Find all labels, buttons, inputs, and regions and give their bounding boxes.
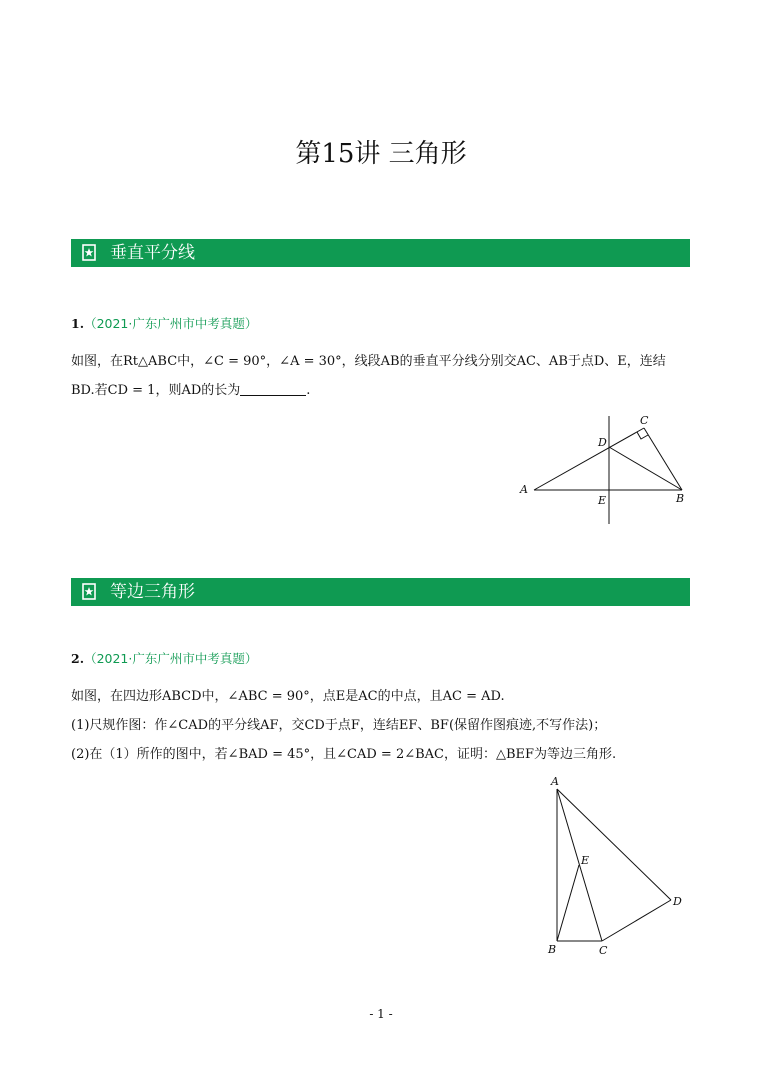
question-2-header (71, 650, 257, 668)
label-c: C (599, 944, 608, 957)
label-c: C (640, 414, 649, 427)
question-1-line-1: 如图，在Rt△ABC中，∠C = 90°，∠A = 30°，线段AB的垂直平分线分别交AC、AB于点D、E，连结 (71, 354, 666, 369)
bookmark-star-icon (82, 583, 96, 600)
section-banner-equilateral-triangle (71, 578, 690, 606)
section-banner-perpendicular-bisector (71, 239, 690, 267)
question-number: 2. (71, 651, 85, 666)
question-text: BD.若CD = 1，则AD的长为 (71, 383, 241, 398)
label-b: B (676, 492, 685, 505)
label-a: A (520, 483, 528, 496)
question-text-end: . (306, 383, 311, 398)
bookmark-star-icon (82, 244, 96, 261)
question-2-line-1: 如图，在四边形ABCD中，∠ABC = 90°，点E是AC的中点，且AC = AD. (71, 689, 505, 704)
page-title: 第15讲 三角形 (295, 139, 467, 169)
segment-db (609, 447, 682, 490)
page-number: - 1 - (369, 1007, 393, 1021)
question-1-line-2 (71, 382, 711, 400)
section-title: 垂直平分线 (110, 243, 195, 263)
segment-cd (602, 900, 671, 941)
answer-blank (240, 382, 306, 396)
segment-cb (644, 428, 682, 490)
question-2-line-3: (2)在（1）所作的图中，若∠BAD = 45°，且∠CAD = 2∠BAC，证明：△BEF为等边三角形. (71, 747, 617, 762)
segment-ac (534, 428, 644, 490)
right-angle-mark (637, 432, 648, 439)
label-e: E (581, 854, 590, 867)
label-e: E (598, 494, 607, 507)
label-a: A (551, 775, 559, 788)
label-d: D (673, 895, 682, 908)
question-source: （2021·广东广州市中考真题） (84, 316, 258, 331)
label-b: B (548, 943, 557, 956)
question-number: 1. (71, 316, 85, 331)
figure-quadrilateral-abcd (540, 772, 700, 962)
question-source: （2021·广东广州市中考真题） (84, 651, 258, 666)
section-title: 等边三角形 (110, 582, 195, 602)
question-2-line-2: (1)尺规作图：作∠CAD的平分线AF，交CD于点F，连结EF、BF(保留作图痕迹,不写作法)； (71, 718, 607, 733)
figure-triangle-abc (510, 410, 700, 530)
question-1-header (71, 315, 257, 333)
label-d: D (598, 436, 607, 449)
segment-be (557, 865, 579, 941)
